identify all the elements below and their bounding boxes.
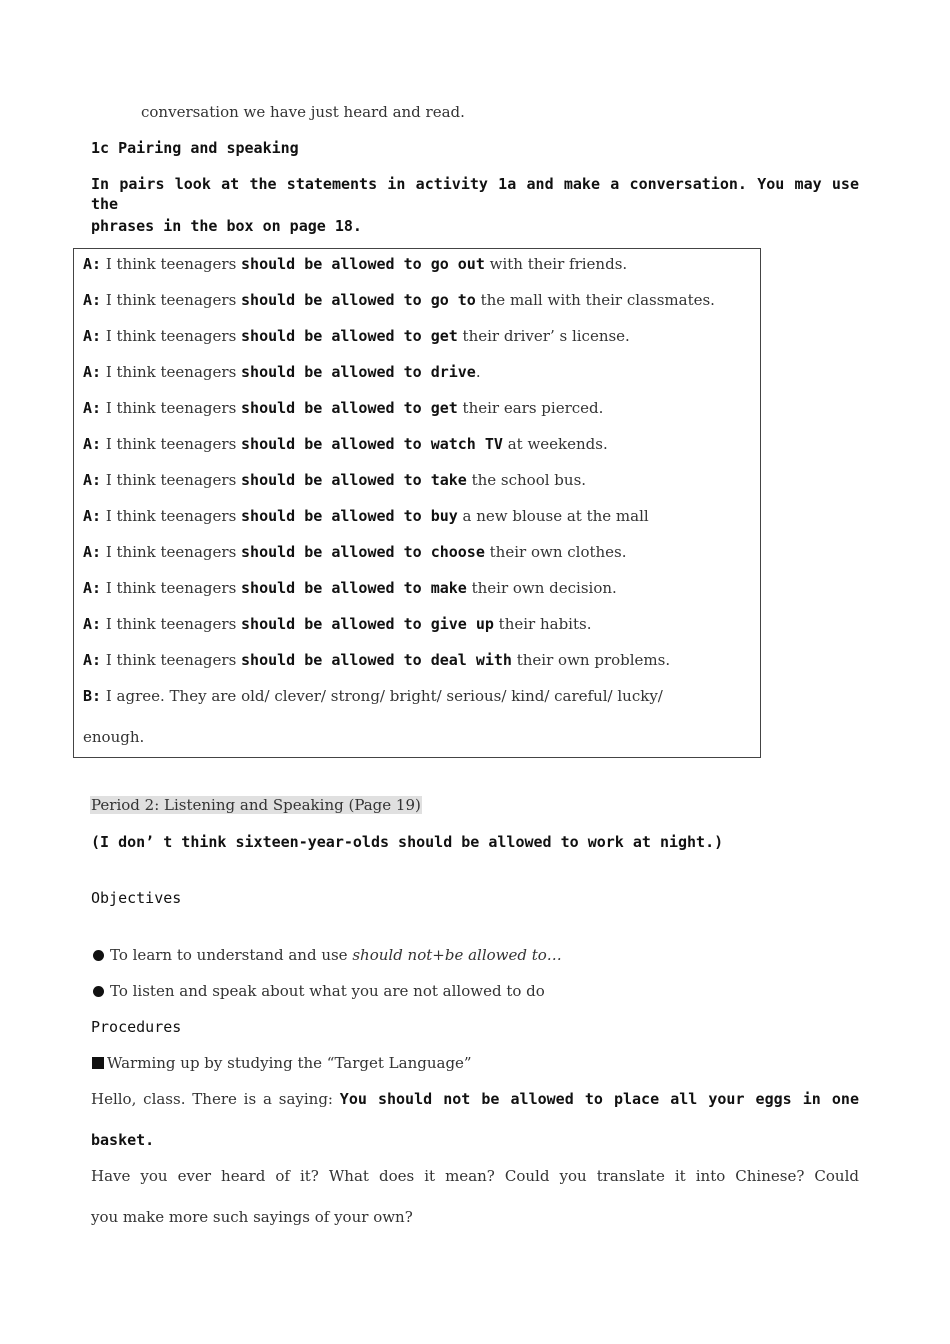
dialogue-modal: should be allowed to [241, 327, 431, 345]
dialogue-modal: should be allowed to [241, 255, 431, 273]
warmup-text: Warming up by studying the “Target Language” [107, 1054, 472, 1072]
speaker-label: A: [83, 543, 102, 561]
speaker-label: A: [83, 327, 102, 345]
dialogue-rest: the school bus. [466, 471, 587, 489]
dialogue-line [83, 614, 591, 634]
square-bullet-icon [92, 1057, 104, 1069]
dialogue-verb: get [430, 399, 458, 417]
intro-line: conversation we have just heard and read. [141, 103, 465, 121]
dialogue-line [83, 434, 608, 454]
speaker-label: A: [83, 435, 102, 453]
dialogue-verb: go to [430, 291, 476, 309]
dialogue-prefix: I think teenagers [101, 471, 242, 489]
speaker-label: A: [83, 255, 102, 273]
dialogue-verb: buy [430, 507, 458, 525]
speaker-label: A: [83, 399, 102, 417]
speaker-label: A: [83, 291, 102, 309]
period-subtitle: (I don’ t think sixteen-year-olds should be allowed to work at night.) [91, 833, 724, 851]
speaker-label: A: [83, 363, 102, 381]
dialogue-rest: their own clothes. [484, 543, 627, 561]
speaker-label: A: [83, 651, 102, 669]
question-line-2: you make more such sayings of your own? [91, 1208, 413, 1226]
dialogue-verb: drive [430, 363, 476, 381]
period-heading-wrap [90, 795, 422, 815]
bullet-icon [93, 986, 104, 997]
dialogue-verb: make [430, 579, 467, 597]
dialogue-verb: watch TV [430, 435, 503, 453]
dialogue-line [83, 650, 670, 670]
dialogue-modal: should be allowed to [241, 471, 431, 489]
speaker-label: B: [83, 687, 102, 705]
dialogue-line-b-continued: enough. [83, 728, 145, 746]
dialogue-prefix: I think teenagers [101, 579, 242, 597]
dialogue-modal: should be allowed to [241, 507, 431, 525]
dialogue-line [83, 362, 481, 382]
dialogue-rest: their driver’ s license. [457, 327, 630, 345]
dialogue-line [83, 290, 715, 310]
dialogue-modal: should be allowed to [241, 579, 431, 597]
dialogue-verb: get [430, 327, 458, 345]
dialogue-verb: choose [430, 543, 485, 561]
warmup-line [92, 1053, 472, 1073]
dialogue-prefix: I think teenagers [101, 651, 242, 669]
dialogue-rest: their own problems. [511, 651, 671, 669]
dialogue-rest: their habits. [493, 615, 592, 633]
dialogue-rest: with their friends. [484, 255, 628, 273]
dialogue-verb: take [430, 471, 467, 489]
objective-2 [93, 981, 545, 1001]
dialogue-rest: . [475, 363, 481, 381]
dialogue-rest: their ears pierced. [457, 399, 604, 417]
section-1c-title: 1c Pairing and speaking [91, 139, 299, 157]
speaker-label: A: [83, 579, 102, 597]
dialogue-b-text: I agree. They are old/ clever/ strong/ bright/ serious/ kind/ careful/ lucky/ [101, 687, 663, 705]
dialogue-modal: should be allowed to [241, 399, 431, 417]
dialogue-line-b [83, 686, 663, 706]
section-1c-instruction-line1: In pairs look at the statements in activity 1a and make a conversation. You may use the [91, 175, 859, 213]
dialogue-prefix: I think teenagers [101, 399, 242, 417]
dialogue-prefix: I think teenagers [101, 543, 242, 561]
dialogue-rest: a new blouse at the mall [457, 507, 649, 525]
dialogue-prefix: I think teenagers [101, 615, 242, 633]
dialogue-line [83, 470, 586, 490]
question-line-1: Have you ever heard of it? What does it mean? Could you translate it into Chinese? Could [91, 1167, 859, 1185]
saying-text: You should not be allowed to place all your eggs in one [339, 1090, 859, 1108]
dialogue-verb: go out [430, 255, 485, 273]
objective-1-text: To learn to understand and use [110, 946, 353, 964]
dialogue-prefix: I think teenagers [101, 507, 242, 525]
dialogue-line [83, 254, 627, 274]
dialogue-rest: their own decision. [466, 579, 617, 597]
dialogue-prefix: I think teenagers [101, 291, 242, 309]
bullet-icon [93, 950, 104, 961]
objective-1 [93, 945, 562, 965]
dialogue-prefix: I think teenagers [101, 363, 242, 381]
procedures-title: Procedures [91, 1018, 182, 1036]
objective-2-text: To listen and speak about what you are not allowed to do [110, 982, 545, 1000]
saying-text-continued: basket. [91, 1131, 155, 1149]
dialogue-modal: should be allowed to [241, 543, 431, 561]
speaker-label: A: [83, 507, 102, 525]
dialogue-line [83, 398, 603, 418]
hello-line [91, 1089, 859, 1109]
dialogue-modal: should be allowed to [241, 435, 431, 453]
objective-1-italic: should not+be allowed to… [352, 946, 562, 964]
dialogue-verb: deal with [430, 651, 512, 669]
dialogue-modal: should be allowed to [241, 363, 431, 381]
dialogue-line [83, 542, 627, 562]
dialogue-modal: should be allowed to [241, 615, 431, 633]
dialogue-prefix: I think teenagers [101, 327, 242, 345]
objectives-title: Objectives [91, 889, 182, 907]
dialogue-line [83, 578, 617, 598]
speaker-label: A: [83, 471, 102, 489]
dialogue-box [73, 248, 761, 758]
hello-text: Hello, class. There is a saying: [91, 1090, 340, 1108]
dialogue-line [83, 506, 649, 526]
period-heading: Period 2: Listening and Speaking (Page 19) [91, 796, 421, 814]
dialogue-modal: should be allowed to [241, 291, 431, 309]
dialogue-prefix: I think teenagers [101, 255, 242, 273]
dialogue-line [83, 326, 630, 346]
dialogue-rest: the mall with their classmates. [475, 291, 715, 309]
dialogue-prefix: I think teenagers [101, 435, 242, 453]
speaker-label: A: [83, 615, 102, 633]
dialogue-rest: at weekends. [502, 435, 608, 453]
dialogue-verb: give up [430, 615, 494, 633]
dialogue-modal: should be allowed to [241, 651, 431, 669]
section-1c-instruction-line2: phrases in the box on page 18. [91, 217, 362, 235]
